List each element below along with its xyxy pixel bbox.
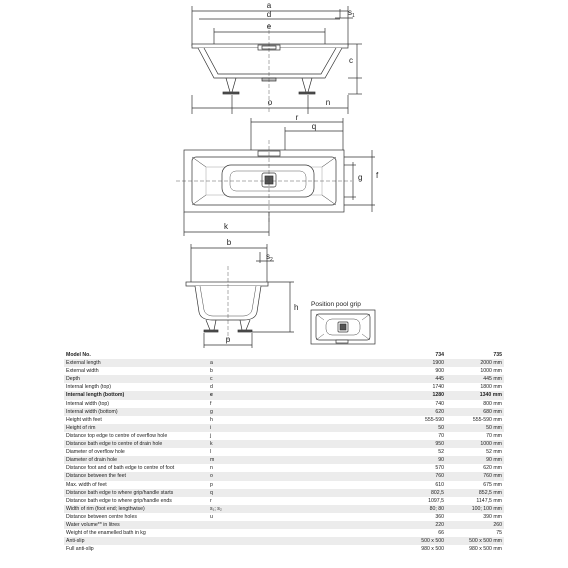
spec-symbol: f	[198, 400, 398, 408]
spec-value-734: 90	[398, 456, 446, 464]
spec-value-734: 555-590	[398, 416, 446, 424]
spec-value-734: 66	[398, 529, 446, 537]
spec-label: Height with feet	[64, 416, 198, 424]
spec-value-734: 620	[398, 408, 446, 416]
spec-value-735: 760 mm	[446, 472, 504, 480]
dim-label-h: h	[294, 303, 299, 312]
end-elevation	[186, 244, 294, 348]
spec-label: Diameter of drain hole	[64, 456, 198, 464]
spec-symbol: r	[198, 497, 398, 505]
spec-value-735: 852,5 mm	[446, 489, 504, 497]
dim-label-e: e	[266, 22, 272, 31]
spec-label: Distance bath edge to where grip/handle starts	[64, 489, 198, 497]
dim-label-f: f	[376, 171, 379, 180]
spec-row	[64, 497, 504, 505]
spec-label: External length	[64, 359, 198, 367]
spec-symbol: q	[198, 489, 398, 497]
spec-row	[64, 513, 504, 521]
spec-symbol: l	[198, 448, 398, 456]
spec-label: Width of rim (foot end; lengthwise)	[64, 505, 198, 513]
spec-value-734: 1900	[398, 359, 446, 367]
dim-label-o: o	[267, 98, 273, 107]
dim-label-q: q	[311, 122, 317, 131]
spec-label: Distance foot and of bath edge to centre of foot	[64, 464, 198, 472]
spec-label: Distance between centre holes	[64, 513, 198, 521]
spec-value-735: 1000 mm	[446, 367, 504, 375]
spec-row	[64, 505, 504, 513]
spec-value-734: 52	[398, 448, 446, 456]
spec-label: Distance bath edge to where grip/handle ends	[64, 497, 198, 505]
spec-row	[64, 464, 504, 472]
dim-label-p: p	[225, 335, 231, 344]
spec-value-735: 1147,5 mm	[446, 497, 504, 505]
spec-value-735: 735	[446, 351, 504, 359]
spec-label: External width	[64, 367, 198, 375]
spec-label: Internal width (top)	[64, 400, 198, 408]
spec-symbol: j	[198, 432, 398, 440]
spec-label: Diameter of overflow hole	[64, 448, 198, 456]
spec-value-735: 1800 mm	[446, 383, 504, 391]
spec-value-734: 80; 80	[398, 505, 446, 513]
spec-value-734: 70	[398, 432, 446, 440]
spec-value-734: 445	[398, 375, 446, 383]
spec-row	[64, 367, 504, 375]
spec-value-734: 1280	[398, 391, 446, 399]
spec-value-735: 50 mm	[446, 424, 504, 432]
spec-table-body	[64, 351, 504, 553]
spec-value-735: 555-590 mm	[446, 416, 504, 424]
spec-symbol	[198, 545, 398, 553]
spec-label: Full anti-slip	[64, 545, 198, 553]
dim-label-s1: $s_1$	[348, 8, 355, 19]
spec-row	[64, 383, 504, 391]
spec-symbol	[198, 351, 398, 359]
spec-row	[64, 408, 504, 416]
spec-row	[64, 472, 504, 480]
spec-value-734: 980 x 500	[398, 545, 446, 553]
dim-label-g: g	[358, 173, 363, 182]
spec-label: Water volume** in litres	[64, 521, 198, 529]
spec-row	[64, 432, 504, 440]
spec-table	[64, 351, 504, 553]
spec-symbol: g	[198, 408, 398, 416]
dim-label-k: k	[224, 222, 228, 231]
spec-row	[64, 400, 504, 408]
dim-label-d: d	[266, 10, 272, 19]
side-elevation	[192, 6, 362, 114]
spec-value-735: 70 mm	[446, 432, 504, 440]
spec-label: Model No.	[64, 351, 198, 359]
spec-row	[64, 416, 504, 424]
top-view	[176, 118, 375, 236]
spec-value-734: 360	[398, 513, 446, 521]
spec-row	[64, 440, 504, 448]
spec-row	[64, 529, 504, 537]
spec-value-735: 445 mm	[446, 375, 504, 383]
spec-row	[64, 481, 504, 489]
spec-value-735: 980 x 500 mm	[446, 545, 504, 553]
spec-value-735: 680 mm	[446, 408, 504, 416]
spec-row	[64, 456, 504, 464]
spec-symbol: p	[198, 481, 398, 489]
spec-value-735: 620 mm	[446, 464, 504, 472]
spec-value-734: 500 x 500	[398, 537, 446, 545]
spec-value-734: 740	[398, 400, 446, 408]
spec-symbol: o	[198, 472, 398, 480]
spec-value-735: 75	[446, 529, 504, 537]
spec-value-735: 1340 mm	[446, 391, 504, 399]
spec-label: Distance bath edge to centre of drain hole	[64, 440, 198, 448]
spec-symbol: a	[198, 359, 398, 367]
dim-label-c: c	[349, 56, 353, 65]
spec-symbol: e	[198, 391, 398, 399]
dim-label-s2: $s_2$	[266, 252, 273, 263]
spec-value-734: 570	[398, 464, 446, 472]
spec-row	[64, 424, 504, 432]
spec-symbol: k	[198, 440, 398, 448]
spec-value-735: 800 mm	[446, 400, 504, 408]
spec-label: Internal length (top)	[64, 383, 198, 391]
spec-label: Distance top edge to centre of overflow hole	[64, 432, 198, 440]
spec-label: Internal width (bottom)	[64, 408, 198, 416]
spec-symbol	[198, 537, 398, 545]
spec-row	[64, 448, 504, 456]
spec-value-734: 734	[398, 351, 446, 359]
spec-symbol: h	[198, 416, 398, 424]
spec-label: Depth	[64, 375, 198, 383]
spec-value-734: 950	[398, 440, 446, 448]
spec-symbol: i	[198, 424, 398, 432]
inset-title: Position pool grip	[311, 301, 361, 308]
spec-label: Anti-slip	[64, 537, 198, 545]
spec-value-734: 1097,5	[398, 497, 446, 505]
pool-grip-inset	[311, 310, 375, 344]
spec-row	[64, 537, 504, 545]
spec-value-735: 260	[446, 521, 504, 529]
spec-row	[64, 359, 504, 367]
spec-symbol: n	[198, 464, 398, 472]
spec-label: Weight of the enamelled bath in kg	[64, 529, 198, 537]
spec-label: Distance between the feet	[64, 472, 198, 480]
spec-value-734: 1740	[398, 383, 446, 391]
dim-label-a: a	[266, 1, 272, 10]
spec-value-734: 802,5	[398, 489, 446, 497]
spec-symbol	[198, 521, 398, 529]
spec-label: Height of rim	[64, 424, 198, 432]
spec-value-734: 610	[398, 481, 446, 489]
spec-value-735: 1000 mm	[446, 440, 504, 448]
spec-row	[64, 521, 504, 529]
dim-label-r: r	[295, 113, 299, 122]
spec-value-734: 900	[398, 367, 446, 375]
spec-symbol: m	[198, 456, 398, 464]
spec-row	[64, 351, 504, 359]
spec-value-735: 675 mm	[446, 481, 504, 489]
spec-row	[64, 489, 504, 497]
spec-value-734: 220	[398, 521, 446, 529]
spec-symbol: d	[198, 383, 398, 391]
spec-value-734: 50	[398, 424, 446, 432]
spec-row	[64, 391, 504, 399]
spec-symbol: b	[198, 367, 398, 375]
spec-symbol: u	[198, 513, 398, 521]
spec-label: Internal length (bottom)	[64, 391, 198, 399]
spec-value-735: 52 mm	[446, 448, 504, 456]
spec-row	[64, 375, 504, 383]
dim-label-n: n	[325, 98, 331, 107]
spec-symbol: s₁; s₂	[198, 505, 398, 513]
dim-label-b: b	[226, 238, 232, 247]
spec-value-735: 90 mm	[446, 456, 504, 464]
spec-value-735: 390 mm	[446, 513, 504, 521]
spec-value-735: 2000 mm	[446, 359, 504, 367]
spec-value-735: 100; 100 mm	[446, 505, 504, 513]
spec-value-734: 760	[398, 472, 446, 480]
spec-label: Max. width of feet	[64, 481, 198, 489]
spec-symbol: c	[198, 375, 398, 383]
spec-symbol	[198, 529, 398, 537]
spec-row	[64, 545, 504, 553]
spec-value-735: 500 x 500 mm	[446, 537, 504, 545]
